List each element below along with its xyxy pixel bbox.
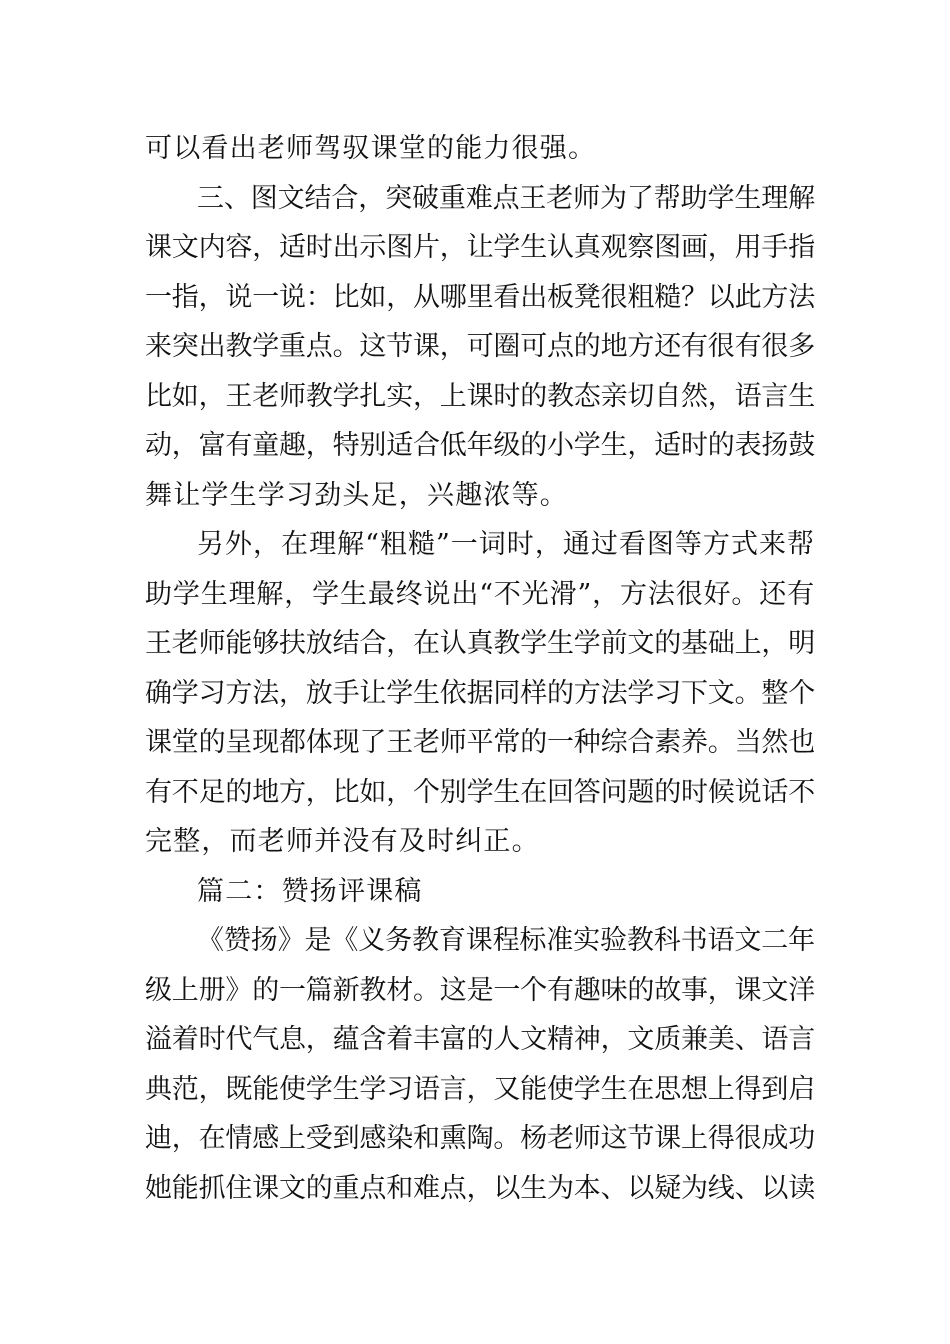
text-line: 另外，在理解“粗糙”一词时，通过看图等方式来帮 (197, 529, 815, 560)
text-line: 确学习方法，放手让学生依据同样的方法学习下文。整个 (145, 677, 815, 709)
text-line: 级上册》的一篇新教材。这是一个有趣味的故事，课文洋 (145, 974, 815, 1006)
text-line: 她能抓住课文的重点和难点，以生为本、以疑为线、以读 (145, 1172, 815, 1204)
text-line: 比如，王老师教学扎实，上课时的教态亲切自然，语言生 (145, 380, 815, 412)
text-line: 来突出教学重点。这节课，可圈可点的地方还有很有很多 (145, 331, 815, 362)
text-line: 助学生理解，学生最终说出“不光滑”，方法很好。还有 (145, 578, 815, 610)
text-line: 可以看出老师驾驭课堂的能力很强。 (145, 133, 597, 164)
text-line: 完整，而老师并没有及时纠正。 (145, 826, 540, 857)
text-line: 三、图文结合，突破重难点王老师为了帮助学生理解 (197, 182, 815, 214)
text-line: 迪，在情感上受到感染和熏陶。杨老师这节课上得很成功 (145, 1123, 815, 1154)
text-line: 舞让学生学习劲头足，兴趣浓等。 (145, 479, 568, 511)
body-text (145, 124, 815, 1213)
text-line: 王老师能够扶放结合，在认真教学生学前文的基础上，明 (145, 628, 815, 659)
text-line: 有不足的地方，比如，个别学生在回答问题的时候说话不 (145, 776, 815, 808)
text-line: 课堂的呈现都体现了王老师平常的一种综合素养。当然也 (145, 727, 815, 758)
text-line: 《赞扬》是《义务教育课程标准实验教科书语文二年 (197, 925, 815, 956)
text-line: 溢着时代气息，蕴含着丰富的人文精神，文质兼美、语言 (145, 1024, 815, 1055)
text-line: 典范，既能使学生学习语言，又能使学生在思想上得到启 (145, 1073, 815, 1105)
text-line: 一指，说一说：比如，从哪里看出板凳很粗糙？以此方法 (145, 281, 815, 313)
text-line: 课文内容，适时出示图片，让学生认真观察图画，用手指 (145, 232, 815, 263)
text-line: 动，富有童趣，特别适合低年级的小学生，适时的表扬鼓 (145, 430, 815, 461)
text-line: 篇二：赞扬评课稿 (197, 875, 423, 907)
